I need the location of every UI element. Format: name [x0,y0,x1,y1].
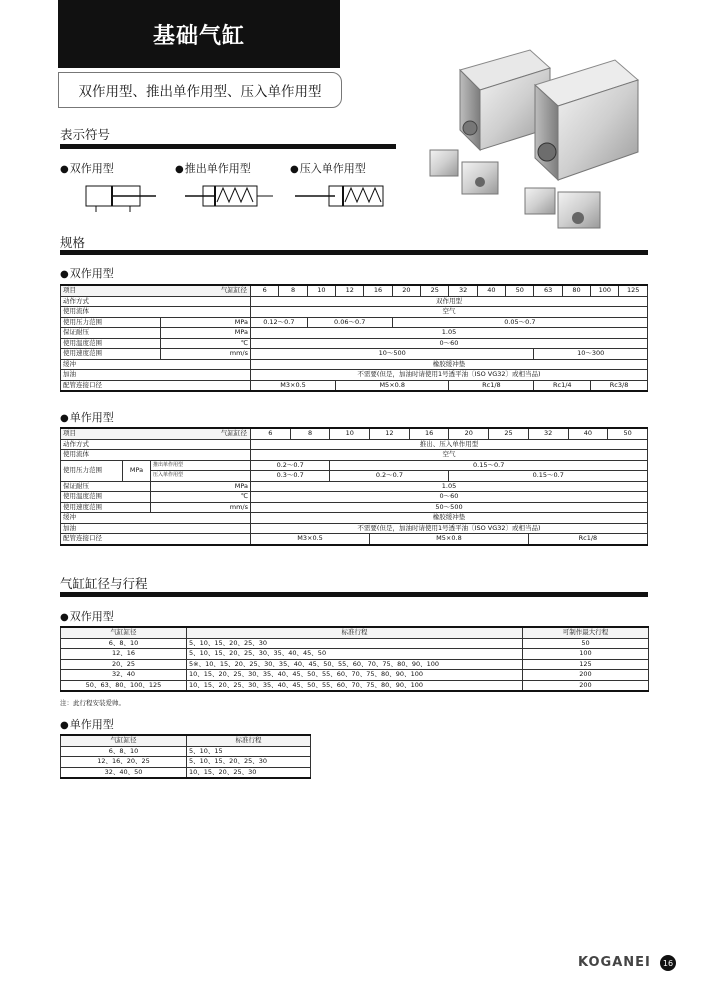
bore-cell: 50 [506,285,534,296]
table-row: 配管连接口径 M3×0.5 M5×0.8 Rc1/8 Rc1/4 Rc3/8 [61,380,648,391]
table-row: 缓冲 橡胶缓冲垫 [61,513,648,524]
bore-cell: 6 [251,428,291,439]
table-row: 32、40 10、15、20、25、30、35、40、45、50、55、60、70、75、80、90、100 200 [61,670,649,681]
bore-cell: 12 [370,428,410,439]
bore-cell: 8 [279,285,307,296]
bore-cell: 25 [489,428,529,439]
table-row: 使用速度范围 mm/s 50～500 [61,502,648,513]
bore-cell: 12 [336,285,364,296]
item-bore-header: 项目 气缸缸径 [61,428,251,439]
table-row: 缓冲 橡胶缓冲垫 [61,359,648,370]
symbol-label-double: ● 双作用型 [60,160,114,176]
table-row: 使用速度范围 mm/s 10～500 10～300 [61,349,648,360]
table-row: 20、25 5※、10、15、20、25、30、35、40、45、50、55、60、70、75、80、90、100 125 [61,659,649,670]
single-spec-table [60,427,648,546]
page-subtitle: 双作用型、推出单作用型、压入单作用型 [58,72,342,108]
product-photo [420,40,660,250]
bore-cell: 6 [251,285,279,296]
symbol-label-push: ● 推出单作用型 [175,160,251,176]
bore-cell: 80 [562,285,590,296]
double-spec-table [60,284,648,392]
table-row: 6、8、10 5、10、15 [61,746,311,757]
page-title: 基础气缸 [58,0,340,68]
bore-cell: 16 [364,285,392,296]
brand-logo: KOGANEI [578,955,651,970]
table-row: 6、8、10 5、10、15、20、25、30 50 [61,638,649,649]
symbol-push-single [185,180,275,214]
table-row: 32、40、50 10、15、20、25、30 [61,767,311,778]
specs-rule [60,250,648,255]
bore-cell: 125 [619,285,648,296]
bore-cell: 20 [449,428,489,439]
single-spec-heading: ● 单作用型 [60,409,114,425]
table-row: 使用压力范围 MPa 推出单作用型 0.2～0.7 0.15～0.7 [61,460,648,471]
table-row: 保证耐压 MPa 1.05 [61,328,648,339]
double-stroke-heading: ● 双作用型 [60,608,114,624]
bore-cell: 50 [608,428,648,439]
strokes-rule [60,592,648,597]
table-row: 动作方式 推出、压入单作用型 [61,439,648,450]
bore-cell: 8 [290,428,330,439]
strokes-heading: 气缸缸径与行程 [60,576,148,591]
bore-cell: 25 [421,285,449,296]
bore-cell: 100 [591,285,619,296]
table-row: 使用流体 空气 [61,450,648,461]
page-number: 16 [660,955,676,971]
stroke-note: 注：此行程安装爱帅。 [60,699,125,707]
single-stroke-table: 气缸缸径 标准行程 6、8、10 5、10、15 12、16、20、25 5、10、15、20、25、30 32、40、50 10、15、20、25、30 [60,734,311,779]
table-row: 压入单作用型 0.3～0.7 0.2～0.7 0.15～0.7 [61,471,648,482]
symbol-pull-single [295,180,385,214]
item-bore-header: 项目 气缸缸径 [61,285,251,296]
bore-cell: 20 [392,285,420,296]
bore-cell: 40 [568,428,608,439]
table-row: 使用流体 空气 [61,307,648,318]
table-row: 使用温度范围 ℃ 0～60 [61,492,648,503]
double-stroke-table: 气缸缸径 标准行程 可制作最大行程 6、8、10 5、10、15、20、25、30 50 12、16 5、10、15、20、25、30、35、40、45、50 100 20、25 5※、10、15、20、25、30、35、40、45、50、55、60、70、75、80、90、100 125 32、40 10、15、20、25、30、35、40、45、50、55、60、70、75、80、90、100 200 50、63、80、100、125 10、15、20、25、30、35、40、45、50、55、60、70、75、80、90、100 200 [60,626,649,692]
single-stroke-heading: ● 单作用型 [60,716,114,732]
table-row: 配管连接口径 M3×0.5 M5×0.8 Rc1/8 [61,534,648,545]
specs-heading: 规格 [60,235,86,250]
table-row: 动作方式 双作用型 [61,296,648,307]
symbol-label-pull: ● 压入单作用型 [290,160,366,176]
table-row: 50、63、80、100、125 10、15、20、25、30、35、40、45、50、55、60、70、75、80、90、100 200 [61,680,649,691]
bore-cell: 10 [307,285,335,296]
table-row: 12、16、20、25 5、10、15、20、25、30 [61,757,311,768]
table-row: 保证耐压 MPa 1.05 [61,481,648,492]
bore-cell: 63 [534,285,562,296]
bore-cell: 32 [449,285,477,296]
double-spec-heading: ● 双作用型 [60,265,114,281]
symbols-heading: 表示符号 [60,127,111,142]
bore-cell: 32 [528,428,568,439]
bore-cell: 16 [409,428,449,439]
symbols-rule [60,144,396,149]
table-row: 使用温度范围 ℃ 0～60 [61,338,648,349]
bore-cell: 40 [477,285,505,296]
table-row: 12、16 5、10、15、20、25、30、35、40、45、50 100 [61,649,649,660]
symbol-double-acting [70,180,160,214]
table-row: 加油 不需要(但是，加油时请使用1号透平油〔ISO VG32〕或相当品) [61,523,648,534]
table-row: 使用压力范围 MPa 0.12～0.7 0.06～0.7 0.05～0.7 [61,317,648,328]
table-row: 加油 不需要(但是，加油时请使用1号透平油〔ISO VG32〕或相当品) [61,370,648,381]
bore-cell: 10 [330,428,370,439]
